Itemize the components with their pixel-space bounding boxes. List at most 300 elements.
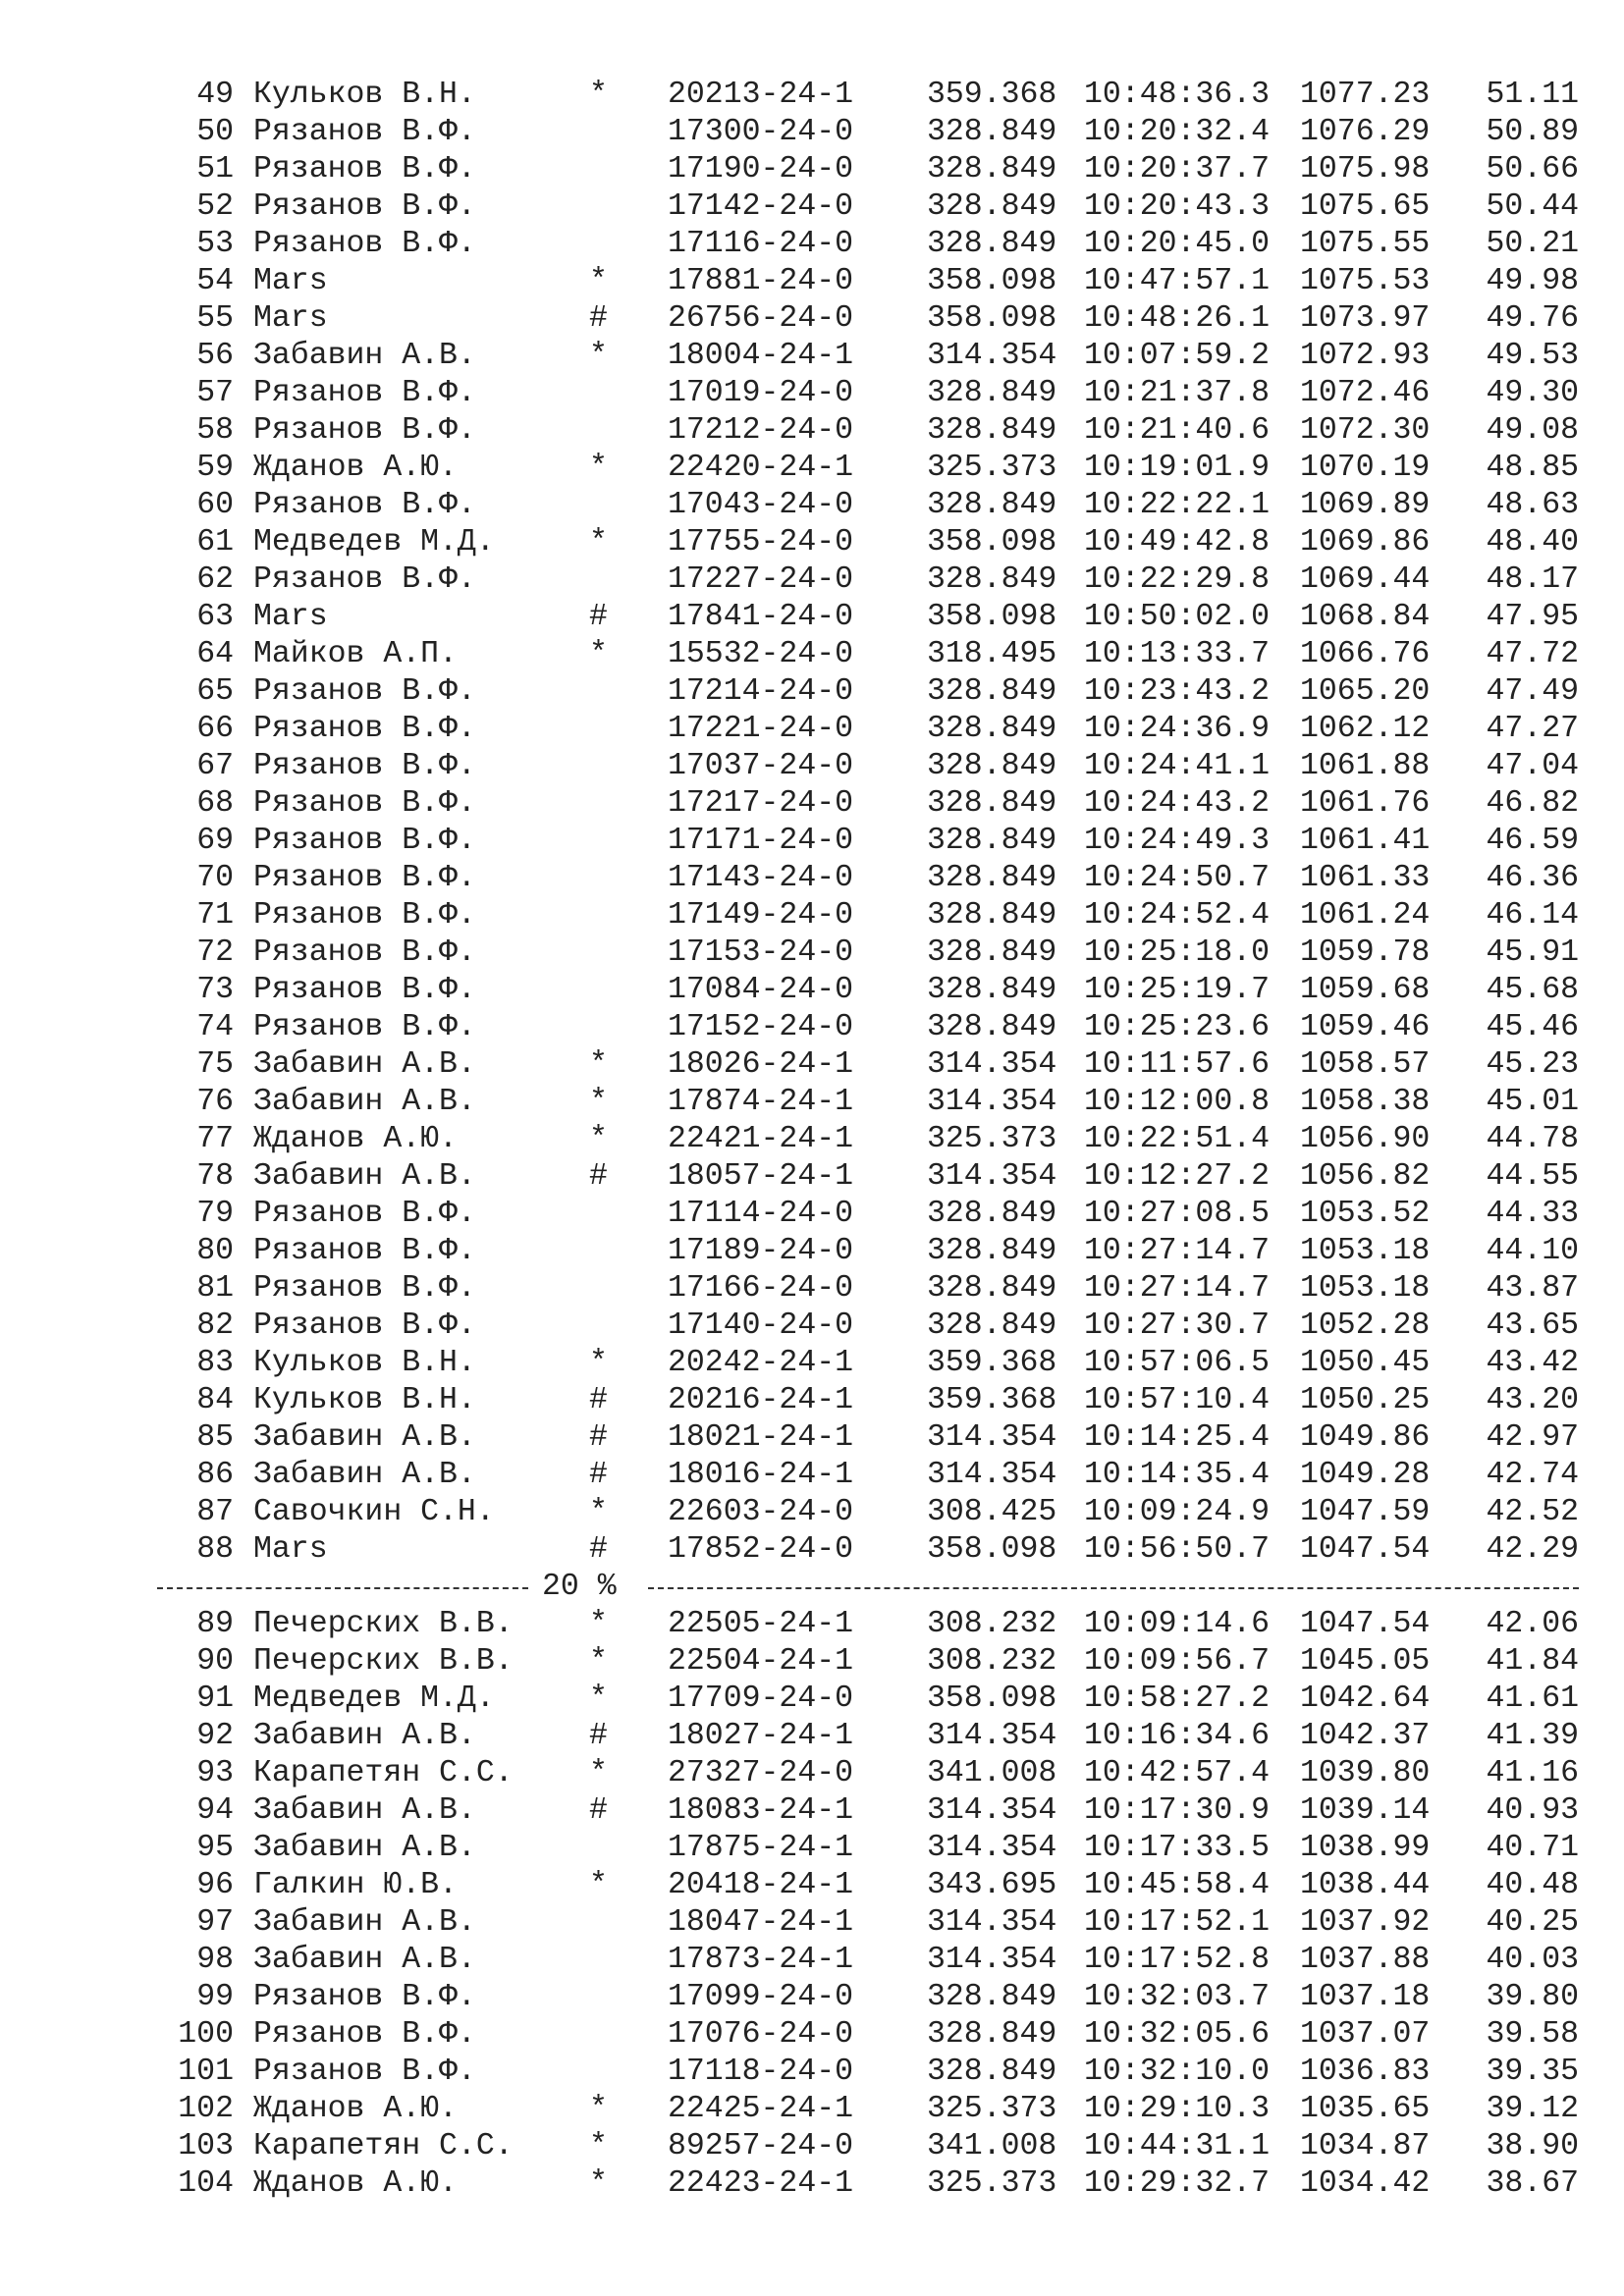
row-distance: 308.425 bbox=[927, 1495, 1057, 1529]
row-distance: 328.849 bbox=[927, 786, 1057, 821]
row-position: 96 bbox=[196, 1868, 234, 1902]
row-distance: 328.849 bbox=[927, 712, 1057, 746]
row-position: 87 bbox=[196, 1495, 234, 1529]
row-score: 49.76 bbox=[1486, 301, 1579, 336]
row-arrival-time: 10:27:14.7 bbox=[1084, 1271, 1271, 1306]
row-name: Рязанов В.Ф. bbox=[253, 898, 476, 933]
row-ring-id: 17190-24-0 bbox=[668, 152, 854, 187]
row-name: Рязанов В.Ф. bbox=[253, 712, 476, 746]
row-arrival-time: 10:17:30.9 bbox=[1084, 1793, 1271, 1828]
row-speed: 1042.64 bbox=[1300, 1682, 1431, 1716]
row-flag: * bbox=[589, 1682, 608, 1716]
table-row bbox=[0, 1009, 1624, 1046]
row-ring-id: 20216-24-1 bbox=[668, 1383, 854, 1417]
row-speed: 1072.30 bbox=[1300, 413, 1431, 448]
row-name: Рязанов В.Ф. bbox=[253, 1197, 476, 1231]
row-speed: 1034.87 bbox=[1300, 2129, 1431, 2163]
table-row bbox=[0, 1792, 1624, 1830]
row-score: 40.25 bbox=[1486, 1905, 1579, 1940]
row-name: Галкин Ю.В. bbox=[253, 1868, 458, 1902]
row-speed: 1065.20 bbox=[1300, 674, 1431, 709]
row-ring-id: 22423-24-1 bbox=[668, 2166, 854, 2201]
row-arrival-time: 10:24:50.7 bbox=[1084, 861, 1271, 895]
row-distance: 341.008 bbox=[927, 2129, 1057, 2163]
table-row bbox=[0, 2128, 1624, 2165]
row-arrival-time: 10:09:14.6 bbox=[1084, 1607, 1271, 1641]
table-row bbox=[0, 748, 1624, 785]
row-speed: 1066.76 bbox=[1300, 637, 1431, 671]
row-distance: 328.849 bbox=[927, 861, 1057, 895]
row-distance: 328.849 bbox=[927, 115, 1057, 149]
row-flag: # bbox=[589, 1458, 608, 1492]
row-score: 39.80 bbox=[1486, 1980, 1579, 2014]
row-arrival-time: 10:56:50.7 bbox=[1084, 1532, 1271, 1567]
row-score: 45.23 bbox=[1486, 1047, 1579, 1082]
row-distance: 314.354 bbox=[927, 1719, 1057, 1753]
row-distance: 328.849 bbox=[927, 674, 1057, 709]
row-name: Mars bbox=[253, 301, 328, 336]
row-distance: 325.373 bbox=[927, 1122, 1057, 1156]
row-position: 97 bbox=[196, 1905, 234, 1940]
row-score: 42.06 bbox=[1486, 1607, 1579, 1641]
table-row bbox=[0, 673, 1624, 711]
row-distance: 328.849 bbox=[927, 1308, 1057, 1343]
row-arrival-time: 10:27:14.7 bbox=[1084, 1234, 1271, 1268]
row-flag: # bbox=[589, 1383, 608, 1417]
row-ring-id: 20418-24-1 bbox=[668, 1868, 854, 1902]
row-arrival-time: 10:13:33.7 bbox=[1084, 637, 1271, 671]
row-speed: 1045.05 bbox=[1300, 1644, 1431, 1679]
row-speed: 1053.18 bbox=[1300, 1271, 1431, 1306]
row-name: Рязанов В.Ф. bbox=[253, 562, 476, 597]
row-ring-id: 22505-24-1 bbox=[668, 1607, 854, 1641]
row-speed: 1037.18 bbox=[1300, 1980, 1431, 2014]
row-position: 53 bbox=[196, 227, 234, 261]
row-distance: 314.354 bbox=[927, 1831, 1057, 1865]
row-position: 49 bbox=[196, 78, 234, 112]
table-row bbox=[0, 1084, 1624, 1121]
row-speed: 1059.78 bbox=[1300, 935, 1431, 970]
row-arrival-time: 10:21:37.8 bbox=[1084, 376, 1271, 410]
row-position: 63 bbox=[196, 600, 234, 634]
row-arrival-time: 10:19:01.9 bbox=[1084, 451, 1271, 485]
row-ring-id: 26756-24-0 bbox=[668, 301, 854, 336]
row-arrival-time: 10:45:58.4 bbox=[1084, 1868, 1271, 1902]
row-arrival-time: 10:12:00.8 bbox=[1084, 1085, 1271, 1119]
row-flag: * bbox=[589, 1495, 608, 1529]
row-score: 42.97 bbox=[1486, 1420, 1579, 1455]
row-speed: 1061.41 bbox=[1300, 824, 1431, 858]
row-distance: 314.354 bbox=[927, 1943, 1057, 1977]
table-row bbox=[0, 1830, 1624, 1867]
table-row bbox=[0, 2091, 1624, 2128]
row-ring-id: 17755-24-0 bbox=[668, 525, 854, 560]
row-arrival-time: 10:32:10.0 bbox=[1084, 2055, 1271, 2089]
row-speed: 1068.84 bbox=[1300, 600, 1431, 634]
row-distance: 358.098 bbox=[927, 301, 1057, 336]
row-score: 45.46 bbox=[1486, 1010, 1579, 1044]
row-ring-id: 17217-24-0 bbox=[668, 786, 854, 821]
row-score: 47.95 bbox=[1486, 600, 1579, 634]
row-flag: * bbox=[589, 2129, 608, 2163]
row-score: 47.72 bbox=[1486, 637, 1579, 671]
row-position: 66 bbox=[196, 712, 234, 746]
row-arrival-time: 10:07:59.2 bbox=[1084, 339, 1271, 373]
row-score: 44.78 bbox=[1486, 1122, 1579, 1156]
row-arrival-time: 10:24:41.1 bbox=[1084, 749, 1271, 783]
row-speed: 1042.37 bbox=[1300, 1719, 1431, 1753]
row-flag: # bbox=[589, 1159, 608, 1194]
row-flag: * bbox=[589, 1644, 608, 1679]
row-distance: 328.849 bbox=[927, 227, 1057, 261]
row-speed: 1050.25 bbox=[1300, 1383, 1431, 1417]
row-name: Mars bbox=[253, 1532, 328, 1567]
row-score: 39.35 bbox=[1486, 2055, 1579, 2089]
row-speed: 1061.76 bbox=[1300, 786, 1431, 821]
row-name: Рязанов В.Ф. bbox=[253, 152, 476, 187]
row-arrival-time: 10:09:24.9 bbox=[1084, 1495, 1271, 1529]
row-name: Рязанов В.Ф. bbox=[253, 227, 476, 261]
table-row bbox=[0, 226, 1624, 263]
row-distance: 318.495 bbox=[927, 637, 1057, 671]
row-score: 46.82 bbox=[1486, 786, 1579, 821]
row-ring-id: 17118-24-0 bbox=[668, 2055, 854, 2089]
row-score: 40.03 bbox=[1486, 1943, 1579, 1977]
row-score: 41.16 bbox=[1486, 1756, 1579, 1790]
row-arrival-time: 10:48:36.3 bbox=[1084, 78, 1271, 112]
row-ring-id: 17841-24-0 bbox=[668, 600, 854, 634]
row-position: 56 bbox=[196, 339, 234, 373]
row-arrival-time: 10:16:34.6 bbox=[1084, 1719, 1271, 1753]
row-arrival-time: 10:14:35.4 bbox=[1084, 1458, 1271, 1492]
row-score: 41.61 bbox=[1486, 1682, 1579, 1716]
row-distance: 328.849 bbox=[927, 1271, 1057, 1306]
row-name: Рязанов В.Ф. bbox=[253, 749, 476, 783]
row-distance: 314.354 bbox=[927, 1420, 1057, 1455]
row-name: Mars bbox=[253, 600, 328, 634]
table-row bbox=[0, 972, 1624, 1009]
row-ring-id: 17166-24-0 bbox=[668, 1271, 854, 1306]
row-distance: 328.849 bbox=[927, 562, 1057, 597]
row-arrival-time: 10:09:56.7 bbox=[1084, 1644, 1271, 1679]
table-row bbox=[0, 636, 1624, 673]
row-score: 49.08 bbox=[1486, 413, 1579, 448]
row-position: 104 bbox=[178, 2166, 234, 2201]
row-ring-id: 17084-24-0 bbox=[668, 973, 854, 1007]
table-row bbox=[0, 897, 1624, 934]
row-ring-id: 17300-24-0 bbox=[668, 115, 854, 149]
row-score: 48.85 bbox=[1486, 451, 1579, 485]
row-flag: # bbox=[589, 600, 608, 634]
row-flag: # bbox=[589, 1420, 608, 1455]
row-distance: 308.232 bbox=[927, 1607, 1057, 1641]
row-distance: 358.098 bbox=[927, 1682, 1057, 1716]
row-arrival-time: 10:17:52.8 bbox=[1084, 1943, 1271, 1977]
row-position: 75 bbox=[196, 1047, 234, 1082]
row-arrival-time: 10:20:43.3 bbox=[1084, 189, 1271, 224]
table-row bbox=[0, 114, 1624, 151]
row-flag: * bbox=[589, 1085, 608, 1119]
row-ring-id: 17874-24-1 bbox=[668, 1085, 854, 1119]
row-distance: 314.354 bbox=[927, 1047, 1057, 1082]
row-distance: 328.849 bbox=[927, 1197, 1057, 1231]
row-distance: 328.849 bbox=[927, 824, 1057, 858]
row-position: 58 bbox=[196, 413, 234, 448]
row-ring-id: 18027-24-1 bbox=[668, 1719, 854, 1753]
row-ring-id: 20213-24-1 bbox=[668, 78, 854, 112]
row-flag: * bbox=[589, 2092, 608, 2126]
row-speed: 1056.90 bbox=[1300, 1122, 1431, 1156]
row-score: 43.87 bbox=[1486, 1271, 1579, 1306]
row-ring-id: 18016-24-1 bbox=[668, 1458, 854, 1492]
table-row bbox=[0, 1531, 1624, 1569]
row-arrival-time: 10:22:29.8 bbox=[1084, 562, 1271, 597]
row-speed: 1069.44 bbox=[1300, 562, 1431, 597]
row-flag: * bbox=[589, 339, 608, 373]
row-position: 67 bbox=[196, 749, 234, 783]
row-speed: 1061.24 bbox=[1300, 898, 1431, 933]
row-distance: 359.368 bbox=[927, 1346, 1057, 1380]
table-row bbox=[0, 1681, 1624, 1718]
row-distance: 341.008 bbox=[927, 1756, 1057, 1790]
table-row bbox=[0, 1904, 1624, 1942]
row-ring-id: 22421-24-1 bbox=[668, 1122, 854, 1156]
row-position: 62 bbox=[196, 562, 234, 597]
table-row bbox=[0, 2016, 1624, 2054]
row-name: Медведев М.Д. bbox=[253, 525, 495, 560]
row-score: 50.21 bbox=[1486, 227, 1579, 261]
table-row bbox=[0, 1867, 1624, 1904]
row-speed: 1072.93 bbox=[1300, 339, 1431, 373]
row-flag: # bbox=[589, 1532, 608, 1567]
row-score: 39.58 bbox=[1486, 2017, 1579, 2052]
row-name: Рязанов В.Ф. bbox=[253, 786, 476, 821]
row-name: Рязанов В.Ф. bbox=[253, 824, 476, 858]
row-ring-id: 18083-24-1 bbox=[668, 1793, 854, 1828]
table-row bbox=[0, 1457, 1624, 1494]
row-speed: 1069.89 bbox=[1300, 488, 1431, 522]
row-speed: 1075.55 bbox=[1300, 227, 1431, 261]
row-position: 79 bbox=[196, 1197, 234, 1231]
row-speed: 1073.97 bbox=[1300, 301, 1431, 336]
row-position: 94 bbox=[196, 1793, 234, 1828]
row-ring-id: 17153-24-0 bbox=[668, 935, 854, 970]
row-position: 71 bbox=[196, 898, 234, 933]
table-row bbox=[0, 1270, 1624, 1308]
row-name: Рязанов В.Ф. bbox=[253, 935, 476, 970]
table-row bbox=[0, 1419, 1624, 1457]
row-name: Mars bbox=[253, 264, 328, 298]
row-ring-id: 17076-24-0 bbox=[668, 2017, 854, 2052]
row-score: 44.33 bbox=[1486, 1197, 1579, 1231]
row-flag: * bbox=[589, 78, 608, 112]
row-name: Рязанов В.Ф. bbox=[253, 674, 476, 709]
row-position: 64 bbox=[196, 637, 234, 671]
row-score: 44.10 bbox=[1486, 1234, 1579, 1268]
row-name: Рязанов В.Ф. bbox=[253, 861, 476, 895]
separator-dashes-right bbox=[648, 1587, 1579, 1589]
row-position: 84 bbox=[196, 1383, 234, 1417]
table-row bbox=[0, 860, 1624, 897]
row-ring-id: 22425-24-1 bbox=[668, 2092, 854, 2126]
row-position: 98 bbox=[196, 1943, 234, 1977]
row-position: 85 bbox=[196, 1420, 234, 1455]
row-position: 81 bbox=[196, 1271, 234, 1306]
row-position: 89 bbox=[196, 1607, 234, 1641]
row-ring-id: 17875-24-1 bbox=[668, 1831, 854, 1865]
row-distance: 343.695 bbox=[927, 1868, 1057, 1902]
row-arrival-time: 10:27:08.5 bbox=[1084, 1197, 1271, 1231]
row-score: 43.65 bbox=[1486, 1308, 1579, 1343]
row-arrival-time: 10:25:18.0 bbox=[1084, 935, 1271, 970]
row-distance: 328.849 bbox=[927, 898, 1057, 933]
row-ring-id: 18004-24-1 bbox=[668, 339, 854, 373]
row-arrival-time: 10:20:32.4 bbox=[1084, 115, 1271, 149]
table-row bbox=[0, 151, 1624, 188]
row-arrival-time: 10:24:52.4 bbox=[1084, 898, 1271, 933]
table-row bbox=[0, 338, 1624, 375]
row-distance: 314.354 bbox=[927, 1458, 1057, 1492]
row-distance: 328.849 bbox=[927, 189, 1057, 224]
separator-dashes-left bbox=[157, 1587, 528, 1589]
row-position: 61 bbox=[196, 525, 234, 560]
row-position: 59 bbox=[196, 451, 234, 485]
row-distance: 328.849 bbox=[927, 376, 1057, 410]
table-row bbox=[0, 1494, 1624, 1531]
table-row bbox=[0, 1643, 1624, 1681]
row-distance: 328.849 bbox=[927, 973, 1057, 1007]
row-position: 72 bbox=[196, 935, 234, 970]
row-name: Рязанов В.Ф. bbox=[253, 1271, 476, 1306]
separator-label: 20 % bbox=[542, 1570, 617, 1604]
row-name: Рязанов В.Ф. bbox=[253, 376, 476, 410]
table-row bbox=[0, 524, 1624, 561]
row-arrival-time: 10:17:33.5 bbox=[1084, 1831, 1271, 1865]
row-score: 47.04 bbox=[1486, 749, 1579, 783]
row-ring-id: 17037-24-0 bbox=[668, 749, 854, 783]
row-position: 50 bbox=[196, 115, 234, 149]
row-name: Рязанов В.Ф. bbox=[253, 1010, 476, 1044]
row-position: 102 bbox=[178, 2092, 234, 2126]
table-row bbox=[0, 711, 1624, 748]
row-speed: 1075.65 bbox=[1300, 189, 1431, 224]
row-name: Рязанов В.Ф. bbox=[253, 189, 476, 224]
row-ring-id: 15532-24-0 bbox=[668, 637, 854, 671]
row-position: 91 bbox=[196, 1682, 234, 1716]
row-score: 47.49 bbox=[1486, 674, 1579, 709]
row-flag: * bbox=[589, 451, 608, 485]
row-score: 46.14 bbox=[1486, 898, 1579, 933]
row-arrival-time: 10:44:31.1 bbox=[1084, 2129, 1271, 2163]
row-speed: 1076.29 bbox=[1300, 115, 1431, 149]
row-speed: 1058.57 bbox=[1300, 1047, 1431, 1082]
row-name: Жданов А.Ю. bbox=[253, 2166, 458, 2201]
row-name: Печерских В.В. bbox=[253, 1644, 514, 1679]
row-ring-id: 17143-24-0 bbox=[668, 861, 854, 895]
table-row bbox=[0, 2054, 1624, 2091]
row-score: 48.40 bbox=[1486, 525, 1579, 560]
row-score: 47.27 bbox=[1486, 712, 1579, 746]
row-arrival-time: 10:25:23.6 bbox=[1084, 1010, 1271, 1044]
row-distance: 358.098 bbox=[927, 1532, 1057, 1567]
row-distance: 358.098 bbox=[927, 264, 1057, 298]
row-speed: 1056.82 bbox=[1300, 1159, 1431, 1194]
row-arrival-time: 10:29:32.7 bbox=[1084, 2166, 1271, 2201]
table-row bbox=[0, 2165, 1624, 2203]
row-flag: * bbox=[589, 637, 608, 671]
row-distance: 328.849 bbox=[927, 2055, 1057, 2089]
row-ring-id: 18057-24-1 bbox=[668, 1159, 854, 1194]
row-name: Забавин А.В. bbox=[253, 1420, 476, 1455]
row-position: 93 bbox=[196, 1756, 234, 1790]
row-name: Забавин А.В. bbox=[253, 1085, 476, 1119]
table-row bbox=[0, 188, 1624, 226]
table-row bbox=[0, 1196, 1624, 1233]
row-distance: 358.098 bbox=[927, 600, 1057, 634]
row-name: Рязанов В.Ф. bbox=[253, 488, 476, 522]
row-distance: 308.232 bbox=[927, 1644, 1057, 1679]
row-name: Забавин А.В. bbox=[253, 1047, 476, 1082]
row-score: 48.17 bbox=[1486, 562, 1579, 597]
row-arrival-time: 10:50:02.0 bbox=[1084, 600, 1271, 634]
row-ring-id: 17114-24-0 bbox=[668, 1197, 854, 1231]
row-score: 50.44 bbox=[1486, 189, 1579, 224]
row-score: 49.53 bbox=[1486, 339, 1579, 373]
row-score: 45.91 bbox=[1486, 935, 1579, 970]
row-score: 48.63 bbox=[1486, 488, 1579, 522]
row-position: 55 bbox=[196, 301, 234, 336]
row-name: Савочкин С.Н. bbox=[253, 1495, 495, 1529]
row-speed: 1047.59 bbox=[1300, 1495, 1431, 1529]
row-speed: 1075.53 bbox=[1300, 264, 1431, 298]
row-ring-id: 20242-24-1 bbox=[668, 1346, 854, 1380]
row-ring-id: 17116-24-0 bbox=[668, 227, 854, 261]
row-ring-id: 17019-24-0 bbox=[668, 376, 854, 410]
row-ring-id: 18021-24-1 bbox=[668, 1420, 854, 1455]
row-distance: 328.849 bbox=[927, 1980, 1057, 2014]
row-name: Забавин А.В. bbox=[253, 1159, 476, 1194]
table-row bbox=[0, 487, 1624, 524]
row-speed: 1061.88 bbox=[1300, 749, 1431, 783]
row-name: Медведев М.Д. bbox=[253, 1682, 495, 1716]
row-speed: 1058.38 bbox=[1300, 1085, 1431, 1119]
row-position: 68 bbox=[196, 786, 234, 821]
row-ring-id: 17709-24-0 bbox=[668, 1682, 854, 1716]
row-arrival-time: 10:57:10.4 bbox=[1084, 1383, 1271, 1417]
table-row bbox=[0, 1121, 1624, 1158]
row-ring-id: 17171-24-0 bbox=[668, 824, 854, 858]
row-speed: 1077.23 bbox=[1300, 78, 1431, 112]
table-row bbox=[0, 1718, 1624, 1755]
row-score: 43.42 bbox=[1486, 1346, 1579, 1380]
row-arrival-time: 10:32:05.6 bbox=[1084, 2017, 1271, 2052]
row-speed: 1075.98 bbox=[1300, 152, 1431, 187]
row-speed: 1038.99 bbox=[1300, 1831, 1431, 1865]
row-distance: 328.849 bbox=[927, 1234, 1057, 1268]
row-score: 40.71 bbox=[1486, 1831, 1579, 1865]
row-ring-id: 89257-24-0 bbox=[668, 2129, 854, 2163]
row-ring-id: 17221-24-0 bbox=[668, 712, 854, 746]
row-speed: 1070.19 bbox=[1300, 451, 1431, 485]
row-score: 38.67 bbox=[1486, 2166, 1579, 2201]
row-speed: 1062.12 bbox=[1300, 712, 1431, 746]
row-score: 41.39 bbox=[1486, 1719, 1579, 1753]
table-row bbox=[0, 1942, 1624, 1979]
row-position: 92 bbox=[196, 1719, 234, 1753]
results-sheet bbox=[0, 77, 1624, 2203]
table-row bbox=[0, 1979, 1624, 2016]
row-speed: 1053.52 bbox=[1300, 1197, 1431, 1231]
